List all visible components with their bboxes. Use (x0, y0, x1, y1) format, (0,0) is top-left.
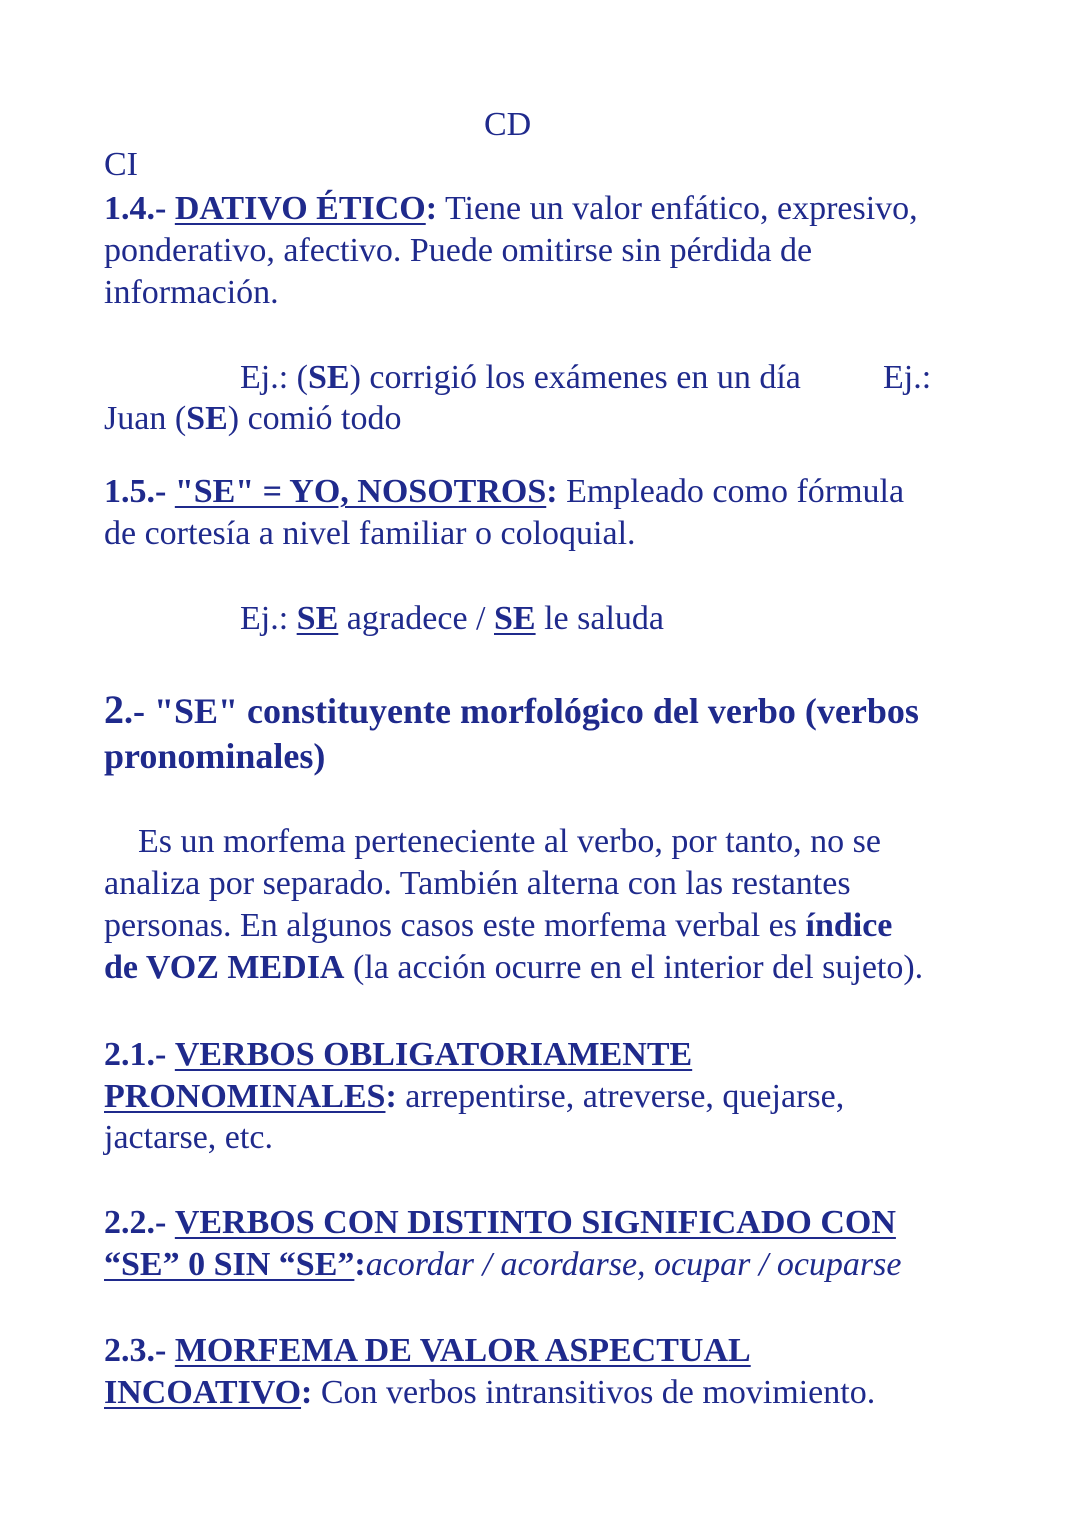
section-title: "SE" = YO, NOSOTROS (174, 473, 547, 510)
section-title: DATIVO ÉTICO (174, 190, 426, 227)
section-2-1-heading: 2.1.- VERBOS OBLIGATORIAMENTE (104, 1036, 693, 1073)
section-1-4-line2: ponderativo, afectivo. Puede omitirse sin pérdida de (104, 232, 813, 269)
section-1-4-line3: información. (104, 274, 279, 311)
section-2-2-heading: 2.2.- VERBOS CON DISTINTO SIGNIFICADO CON (104, 1204, 896, 1241)
section-2-3-line2: INCOATIVO: Con verbos intransitivos de movimiento. (104, 1374, 876, 1411)
section-number: 1.4.- (104, 190, 167, 227)
section-1-5-line2: de cortesía a nivel familiar o coloquial. (104, 515, 636, 552)
section-2-3-heading: 2.3.- MORFEMA DE VALOR ASPECTUAL (104, 1332, 751, 1369)
section-2-para-line4: de VOZ MEDIA (la acción ocurre en el interior del sujeto). (104, 949, 924, 986)
example-1-4-b: Juan (SE) comió todo (104, 400, 402, 437)
example-1-4-b-label: Ej.: (883, 359, 932, 396)
example-1-4-a: Ej.: (SE) corrigió los exámenes en un día (240, 359, 801, 396)
section-2-1-line3: jactarse, etc. (104, 1119, 273, 1156)
section-2-para-line3: personas. En algunos casos este morfema verbal es índice (104, 907, 893, 944)
section-2-2-line2: “SE” 0 SIN “SE”:acordar / acordarse, ocupar / ocuparse (104, 1246, 902, 1283)
section-2-para-line2: analiza por separado. También alterna con las restantes (104, 865, 851, 902)
section-2-heading-line2: pronominales) (104, 736, 326, 776)
section-text: Tiene un valor enfático, expresivo, (437, 190, 918, 227)
section-2-para-line1: Es un morfema perteneciente al verbo, por tanto, no se (138, 823, 882, 860)
section-1-5-heading: 1.5.- "SE" = YO, NOSOTROS: Empleado como fórmula (104, 473, 905, 510)
section-1-4-heading: 1.4.- DATIVO ÉTICO: Tiene un valor enfático, expresivo, (104, 190, 918, 227)
section-number: 1.5.- (104, 473, 167, 510)
example-1-5: Ej.: SE agradece / SE le saluda (240, 600, 664, 637)
section-2-1-line2: PRONOMINALES: arrepentirse, atreverse, quejarse, (104, 1078, 845, 1115)
ci-label: CI (104, 146, 138, 183)
section-2-heading: 2.- "SE" constituyente morfológico del verbo (verbos (104, 687, 919, 732)
cd-label: CD (484, 106, 532, 143)
